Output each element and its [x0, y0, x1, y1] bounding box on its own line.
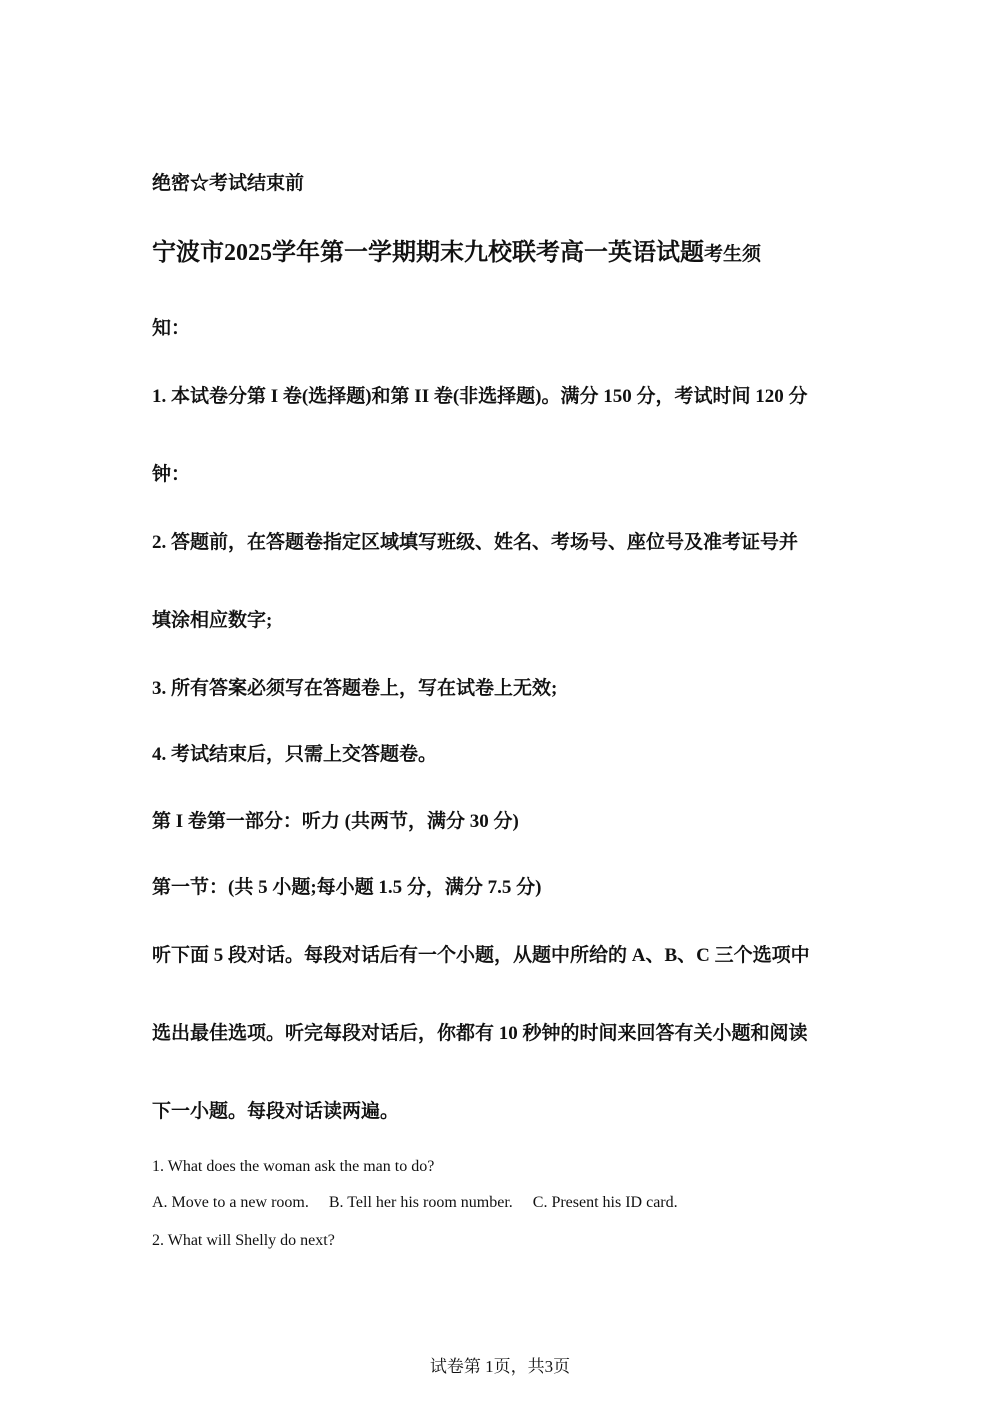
exam-title-main: 宁波市2025学年第一学期期末九校联考高一英语试题 — [152, 240, 704, 266]
question-1-option-c: C. Present his ID card. — [532, 1194, 678, 1211]
exam-title-suffix: 考生须 — [704, 244, 762, 265]
section-heading: 第一节：(共 5 小题;每小题 1.5 分，满分 7.5 分) — [152, 877, 542, 898]
notice-line-1-cont: 钟： — [152, 464, 191, 485]
notice-line-3: 3. 所有答案必须写在答题卷上，写在试卷上无效; — [152, 678, 558, 699]
instruction-line-2: 选出最佳选项。听完每段对话后，你都有 10 秒钟的时间来回答有关小题和阅读 — [152, 1023, 808, 1044]
notice-line-4: 4. 考试结束后，只需上交答题卷。 — [152, 744, 438, 765]
question-1-option-a: A. Move to a new room. — [152, 1194, 309, 1211]
confidential-label: 绝密☆考试结束前 — [152, 173, 305, 194]
instruction-line-1: 听下面 5 段对话。每段对话后有一个小题，从题中所给的 A、B、C 三个选项中 — [152, 945, 810, 966]
notice-line-1: 1. 本试卷分第 I 卷(选择题)和第 II 卷(非选择题)。满分 150 分，考试时间 120 分 — [152, 386, 808, 407]
question-1-stem: 1. What does the woman ask the man to do? — [152, 1158, 435, 1175]
question-1-options — [152, 1193, 698, 1213]
notice-heading: 知： — [152, 318, 191, 339]
exam-title — [152, 238, 761, 270]
notice-line-2-cont: 填涂相应数字; — [152, 610, 273, 631]
instruction-line-3: 下一小题。每段对话读两遍。 — [152, 1101, 400, 1122]
question-2-stem: 2. What will Shelly do next? — [152, 1232, 335, 1249]
question-1-option-b: B. Tell her his room number. — [328, 1194, 513, 1211]
part-heading: 第 I 卷第一部分：听力 (共两节，满分 30 分) — [152, 811, 519, 832]
page-footer: 试卷第 1页，共3页 — [429, 1357, 571, 1376]
notice-line-2: 2. 答题前，在答题卷指定区域填写班级、姓名、考场号、座位号及准考证号并 — [152, 532, 799, 553]
